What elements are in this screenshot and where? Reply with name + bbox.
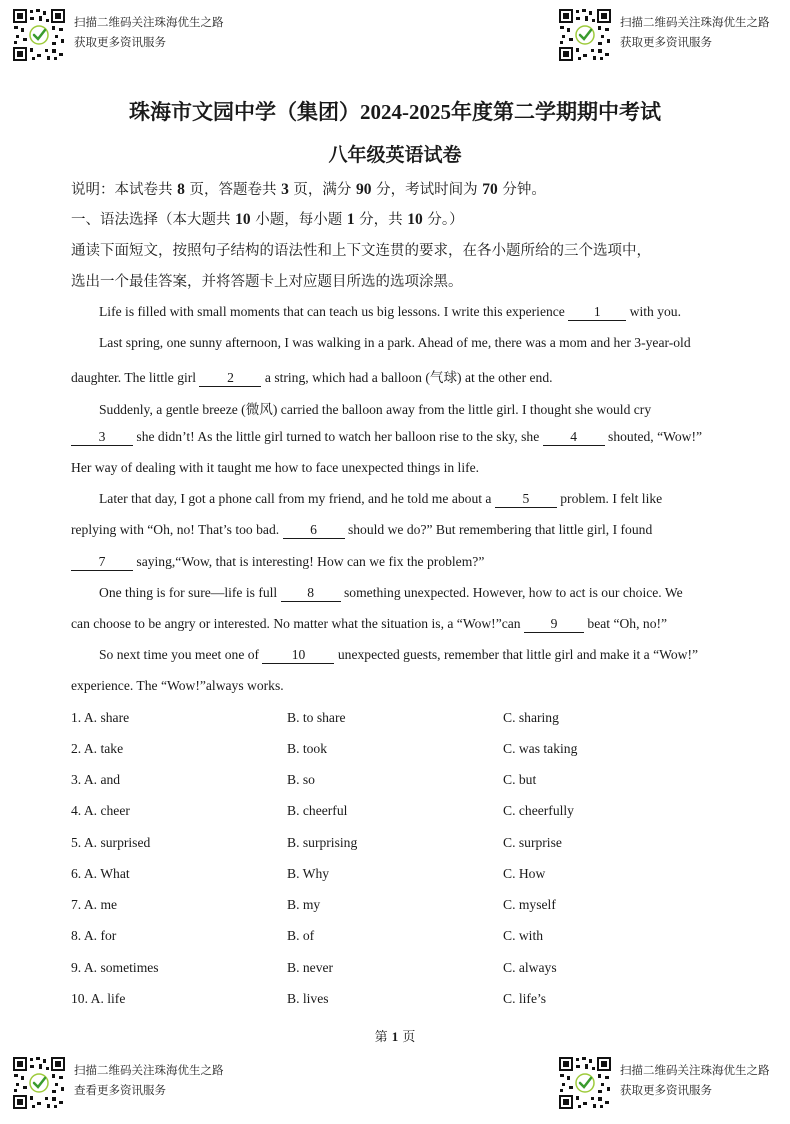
option-c: C. How (503, 866, 546, 881)
option-c: C. but (503, 772, 537, 787)
option-a: 3. A. and (71, 772, 121, 787)
header-qr-right (558, 8, 770, 62)
option-c: C. cheerfully (503, 803, 574, 818)
option-a: 8. A. for (71, 928, 117, 943)
passage-line: Last spring, one sunny afternoon, I was walking in a park. Ahead of me, there was a mom and her 3-year-old (99, 335, 691, 350)
qr-caption-line1: 扫描二维码关注珠海优生之路 (620, 15, 770, 29)
exam-subtitle: 八年级英语试卷 (328, 145, 462, 166)
option-row (71, 991, 771, 1011)
passage-line: replying with “Oh, no! That’s too bad. 6 should we do?” But remembering that little girl, I found (71, 522, 653, 537)
passage-line: Life is filled with small moments that can teach us big lessons. I write this experience 1 with you. (99, 304, 682, 319)
option-row (71, 741, 771, 761)
option-a: 2. A. take (71, 741, 124, 756)
qr-caption-line2: 查看更多资讯服务 (74, 1083, 166, 1097)
option-row (71, 772, 771, 792)
option-b: B. Why (287, 866, 330, 881)
page-number: 第 1 页 (374, 1029, 416, 1045)
option-row (71, 897, 771, 917)
passage-line: 3 she didn’t! As the little girl turned to watch her balloon rise to the sky, she 4 shouted, “Wow!” (71, 429, 702, 446)
blank-6: 6 (283, 523, 345, 539)
option-a: 7. A. me (71, 897, 118, 912)
option-a: 1. A. share (71, 710, 130, 725)
qr-caption-line2: 获取更多资讯服务 (620, 1083, 712, 1097)
blank-9: 9 (524, 617, 584, 633)
option-b: B. cheerful (287, 803, 348, 818)
blank-2: 2 (199, 371, 261, 387)
blank-4: 4 (543, 430, 605, 446)
option-c: C. life’s (503, 991, 547, 1006)
option-row (71, 710, 771, 730)
instruction-line-1: 通读下面短文，按照句子结构的语法性和上下文连贯的要求，在各小题所给的三个选项中， (71, 243, 651, 259)
option-c: C. with (503, 928, 544, 943)
instruction-line-2: 选出一个最佳答案，并将答题卡上对应题目所选的选项涂黑。 (71, 274, 463, 290)
option-c: C. sharing (503, 710, 559, 725)
blank-8: 8 (281, 586, 341, 602)
option-c: C. myself (503, 897, 556, 912)
blank-1: 1 (568, 305, 626, 321)
option-c: C. was taking (503, 741, 578, 756)
qr-caption-line1: 扫描二维码关注珠海优生之路 (74, 15, 224, 29)
option-b: B. to share (287, 710, 346, 725)
title-school: 珠海市文园中学（集团） (129, 100, 360, 124)
passage-line: Suddenly, a gentle breeze (微风) carried the balloon away from the little girl. I thought she would cry (99, 402, 652, 417)
qr-caption-line1: 扫描二维码关注珠海优生之路 (620, 1063, 770, 1077)
section-heading: 一、语法选择（本大题共 10 小题，每小题 1 分，共 10 分。） (71, 211, 464, 228)
option-a: 9. A. sometimes (71, 960, 159, 975)
option-c: C. surprise (503, 835, 562, 850)
option-a: 5. A. surprised (71, 835, 151, 850)
passage-line: Later that day, I got a phone call from my friend, and he told me about a 5 problem. I felt like (99, 491, 663, 506)
qr-caption-line2: 获取更多资讯服务 (620, 35, 712, 49)
qr-code-icon (558, 1056, 612, 1110)
exam-title (0, 96, 790, 126)
option-c: C. always (503, 960, 557, 975)
option-b: B. surprising (287, 835, 358, 850)
passage-line: 7 saying,“Wow, that is interesting! How can we fix the problem?” (71, 554, 484, 571)
option-a: 10. A. life (71, 991, 126, 1006)
option-row (71, 928, 771, 948)
passage-line: daughter. The little girl 2 a string, which had a balloon (气球) at the other end. (71, 370, 553, 385)
header-qr-left (12, 8, 224, 62)
passage-line: experience. The “Wow!”always works. (71, 678, 284, 693)
qr-caption-line2: 获取更多资讯服务 (74, 35, 166, 49)
option-b: B. took (287, 741, 328, 756)
option-b: B. never (287, 960, 334, 975)
footer-qr-right (558, 1056, 770, 1110)
option-row (71, 803, 771, 823)
option-a: 6. A. What (71, 866, 130, 881)
option-row (71, 960, 771, 980)
option-a: 4. A. cheer (71, 803, 130, 818)
passage-line: So next time you meet one of 10 unexpected guests, remember that little girl and make it a “Wow!” (99, 647, 699, 662)
blank-5: 5 (495, 492, 557, 508)
passage-line: Her way of dealing with it taught me how to face unexpected things in life. (71, 460, 480, 475)
qr-code-icon (12, 1056, 66, 1110)
option-b: B. lives (287, 991, 329, 1006)
option-row (71, 866, 771, 886)
qr-caption-line1: 扫描二维码关注珠海优生之路 (74, 1063, 224, 1077)
title-years: 2024-2025 (360, 100, 451, 124)
blank-7: 7 (71, 555, 133, 571)
passage-line: can choose to be angry or interested. No matter what the situation is, a “Wow!”can 9 beat “Oh, no!” (71, 616, 668, 631)
footer-qr-left (12, 1056, 224, 1110)
passage-line: One thing is for sure—life is full 8 something unexpected. However, how to act is our choice. We (99, 585, 683, 600)
blank-3: 3 (71, 430, 133, 446)
option-row (71, 835, 771, 855)
exam-note: 说明：本试卷共 8 页，答题卷共 3 页，满分 90 分，考试时间为 70 分钟。 (71, 181, 546, 198)
title-term: 年度第二学期期中考试 (451, 100, 661, 124)
option-b: B. so (287, 772, 315, 787)
option-b: B. of (287, 928, 315, 943)
blank-10: 10 (262, 648, 334, 664)
qr-code-icon (12, 8, 66, 62)
qr-code-icon (558, 8, 612, 62)
option-b: B. my (287, 897, 321, 912)
